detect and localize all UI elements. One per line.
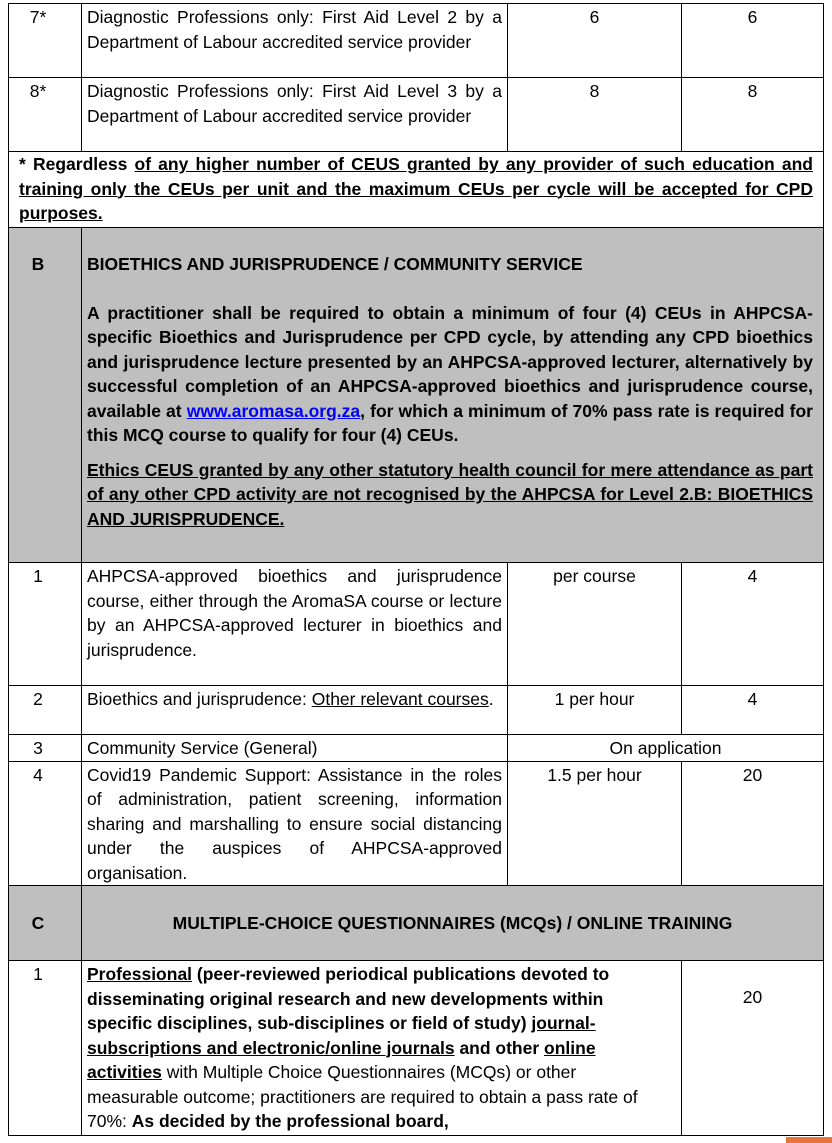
para-text: A practitioner shall be required to obtain a minimum of four (4) CEUs in AHPCSA-specific Bioethics and Jurisprudence per CPD cycle, by attending any CPD bioethics and jurisprudence lecture presented by an AHPCSA-approved lecturer, alternatively by successful completion of an AHPCSA-approved bioethics and jurisprudence course, available at [87, 302, 813, 421]
row-number: 1 [9, 961, 82, 1136]
desc-part: As decided by the professional board, [131, 1111, 449, 1131]
row-number: 1 [9, 563, 82, 686]
row-number: 4 [9, 761, 82, 886]
ceu-max: 6 [682, 4, 824, 78]
table-row [9, 961, 824, 1136]
ceu-per-unit: 6 [508, 4, 682, 78]
table-row [9, 78, 824, 152]
desc-lead: Bioethics and jurisprudence: [87, 689, 312, 709]
ceu-per-unit: 1.5 per hour [508, 761, 682, 886]
ceu-max: 8 [682, 78, 824, 152]
table-row [9, 4, 824, 78]
cpd-note [9, 152, 824, 228]
desc-part: journal-subscriptions and electronic/online journals [87, 1013, 596, 1058]
ceu-per-unit: 8 [508, 78, 682, 152]
table-row [9, 686, 824, 735]
ceu-max: 20 [682, 761, 824, 886]
other-courses-link: Other relevant courses [311, 689, 489, 709]
ceu-max: 20 [682, 961, 824, 1136]
ceu-per-unit: per course [508, 563, 682, 686]
row-description [82, 961, 682, 1136]
aromasa-link[interactable]: www.aromasa.org.za [186, 400, 361, 421]
ceu-on-application: On application [508, 735, 824, 762]
note-lead: * Regardless [19, 154, 135, 174]
ceu-max: 4 [682, 686, 824, 735]
ceu-max: 4 [682, 563, 824, 686]
desc-part: (peer-reviewed periodical publications devoted to disseminating original research and new developments within specific disciplines, sub-disciplines or field of study) [87, 964, 610, 1033]
ceu-per-unit: 1 per hour [508, 686, 682, 735]
ethics-notice: Ethics CEUS granted by any other statutory health council for mere attendance as part of any other CPD activity are not recognised by the AHPCSA for Level 2.B: BIOETHICS AND JURISPRUDENCE. [87, 459, 813, 529]
table-row [9, 761, 824, 886]
section-b-header [9, 228, 824, 563]
section-letter: C [9, 886, 82, 961]
row-description: Diagnostic Professions only: First Aid Level 3 by a Department of Labour accredited service provider [82, 78, 508, 152]
desc-part: Professional [87, 964, 193, 984]
section-title: BIOETHICS AND JURISPRUDENCE / COMMUNITY SERVICE [87, 254, 583, 274]
row-number: 2 [9, 686, 82, 735]
section-c-header [9, 886, 824, 961]
row-description [82, 686, 508, 735]
row-number: 8* [9, 78, 82, 152]
desc-part: and other [454, 1037, 545, 1058]
note-row [9, 152, 824, 228]
section-b-body [82, 228, 824, 563]
table-row [9, 735, 824, 762]
note-underlined: of any higher number of CEUS granted by any provider of such education and training only the CEUs per unit and the maximum CEUs per cycle will be accepted for CPD purposes. [19, 154, 813, 223]
section-b-paragraph [87, 301, 813, 448]
row-description: Community Service (General) [82, 735, 508, 762]
row-number: 3 [9, 735, 82, 762]
section-letter: B [9, 228, 82, 563]
desc-end: . [488, 689, 494, 709]
table-row [9, 563, 824, 686]
row-description: AHPCSA-approved bioethics and jurisprudence course, either through the AromaSA course or lecture by an AHPCSA-approved lecturer in bioethics and jurisprudence. [82, 563, 508, 686]
row-description: Diagnostic Professions only: First Aid Level 2 by a Department of Labour accredited service provider [82, 4, 508, 78]
desc-part: online activities [87, 1037, 596, 1082]
para-text: , for which a minimum of 70% pass rate is required for this MCQ course to qualify for four (4) CEUs. [87, 400, 813, 445]
desc-part: with Multiple Choice Questionnaires (MCQs) or other measurable outcome; practitioners are required to obtain a pass rate of 70%: [87, 1062, 638, 1131]
page-corner-marker [786, 1137, 832, 1143]
cpd-table [8, 3, 824, 1136]
section-title: MULTIPLE-CHOICE QUESTIONNAIRES (MCQs) / ONLINE TRAINING [82, 886, 824, 961]
row-description: Covid19 Pandemic Support: Assistance in the roles of administration, patient screening, information sharing and marshalling to ensure social distancing under the auspices of AHPCSA-approved organisation. [82, 761, 508, 886]
row-number: 7* [9, 4, 82, 78]
